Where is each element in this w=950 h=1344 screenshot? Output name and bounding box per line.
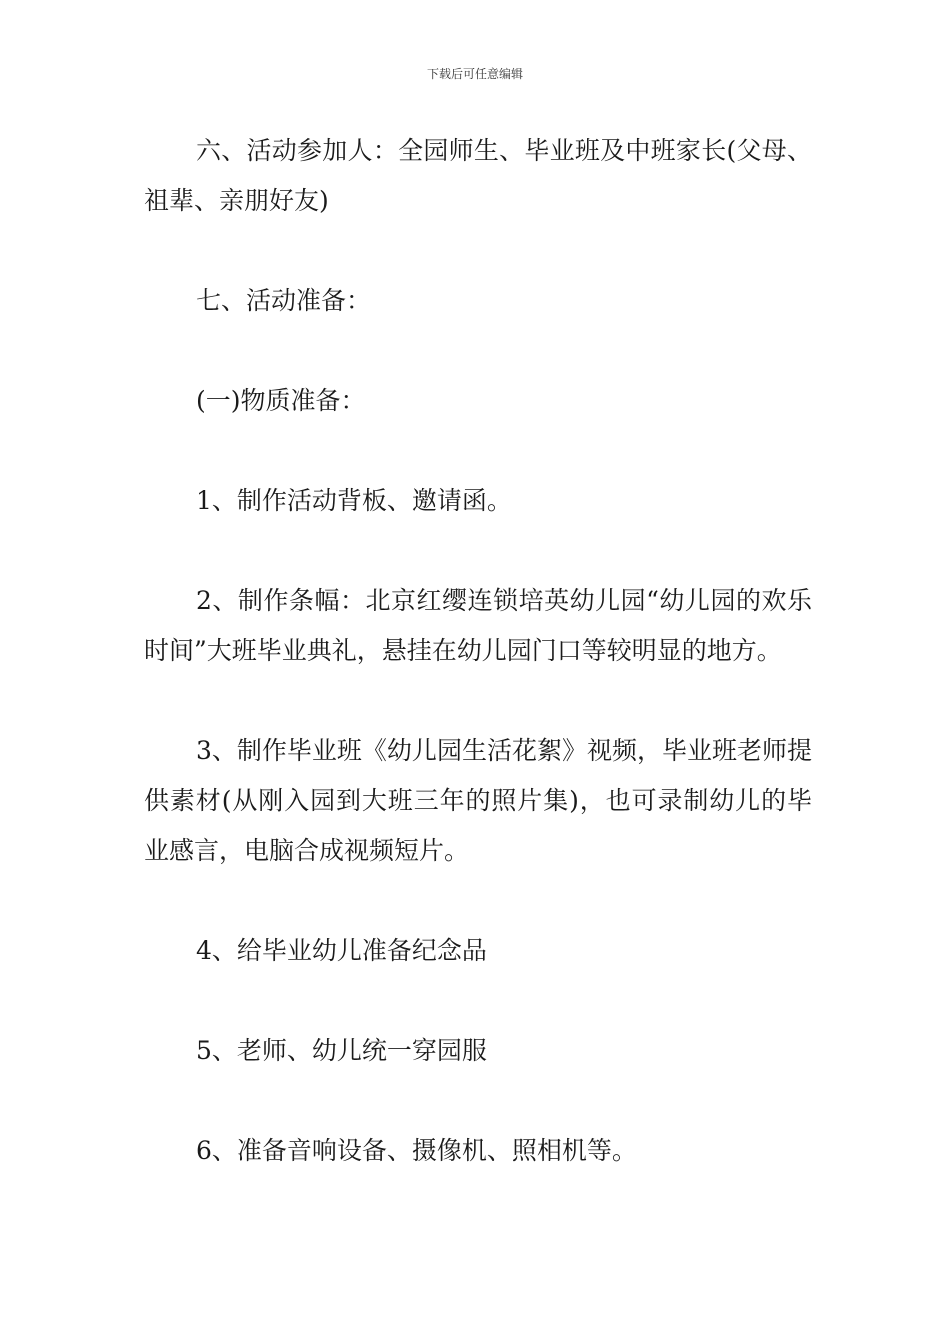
paragraph-participants: 六、活动参加人：全园师生、毕业班及中班家长(父母、祖辈、亲朋好友) <box>144 136 812 215</box>
page-header: 下载后可任意编辑 <box>426 67 523 81</box>
paragraph-item-3: 3、制作毕业班《幼儿园生活花絮》视频，毕业班老师提供素材(从刚入园到大班三年的照片集)，也可录制幼儿的毕业感言，电脑合成视频短片。 <box>144 736 812 865</box>
paragraph-material-preparation: (一)物质准备： <box>196 386 366 415</box>
paragraph-preparation-heading: 七、活动准备： <box>196 286 372 315</box>
paragraph-item-2: 2、制作条幅：北京红缨连锁培英幼儿园“幼儿园的欢乐时间”大班毕业典礼，悬挂在幼儿园门口等较明显的地方。 <box>144 586 812 665</box>
paragraph-item-1: 1、制作活动背板、邀请函。 <box>196 486 512 515</box>
document-body <box>144 126 812 1176</box>
paragraph-item-5: 5、老师、幼儿统一穿园服 <box>196 1036 487 1065</box>
paragraph-item-6: 6、准备音响设备、摄像机、照相机等。 <box>196 1136 637 1165</box>
paragraph-item-4: 4、给毕业幼儿准备纪念品 <box>196 936 487 965</box>
